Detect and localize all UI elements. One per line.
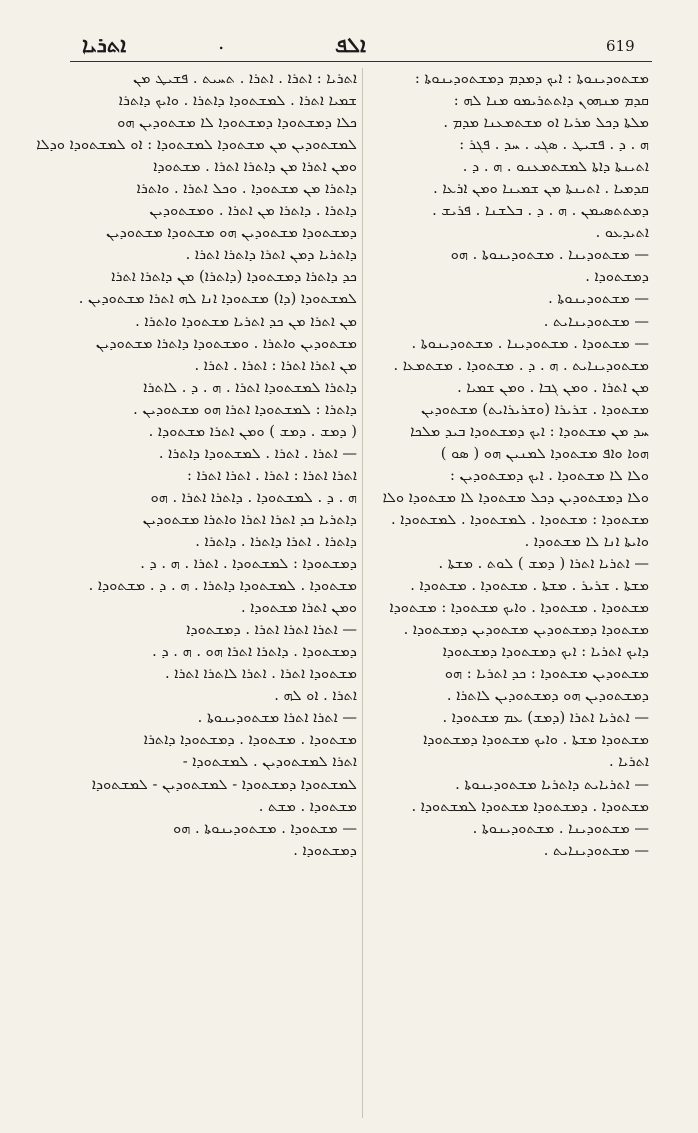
text-line: — ܡܫܬܘܕܝܢܐܝܬ . — [543, 312, 649, 330]
left-column — [36, 68, 357, 862]
text-line: ܕܐܬܪܝܐ ܟܕ ܐܬܪܐ ܐܬܪܐ ܘܐܬܪܐ ܡܫܬܘܕܝܢ — [142, 510, 357, 528]
text-line: ܕܡܫܬܘܕܐ ܡܫܬܘܕܝܢ ܗܘ ܡܫܬܘܕܐ ܡܫܬܘܕܝܢ — [106, 224, 357, 242]
text-line: ܡܢ ܐܬܪܐ . ܘܡܢ ܓܒܐ . ܘܡܢ ܫܡܝܐ . — [457, 378, 649, 396]
text-line: ܡܫܬܘܕܐ . ܠܡܫܬܘܕܐ ܕܐܬܪܐ . ܗ . ܕ . ܡܫܬܘܕܐ . — [88, 577, 357, 595]
text-line: ܚܕ ܡܢ ܡܫܬܘܕܐ : ܐܝܟ ܕܡܫܬܘܕܐ ܒܝܕ ܡܠܟܐ — [410, 422, 649, 440]
column-divider — [362, 68, 363, 1118]
text-line: ܘܡܢ ܐܬܪܐ ܡܫܬܘܕܐ . — [241, 599, 357, 617]
text-line: ܡܫܬܘܕܐ . ܕܡܫܬܘܕܐ ܡܫܬܘܕܐ ܠܡܫܬܘܕܐ . — [411, 797, 649, 815]
text-line: ܡܫܬܘܕܐ . ܡܫܬ . — [258, 797, 357, 815]
text-line: — ܐܬܪܝܐ ܐܬܪܐ ( ܕܡܫ ) ܠܘܬ . ܡܫܬܐ . — [438, 555, 649, 573]
text-line: — ܡܫܬܘܕܐ . ܡܫܬܘܕܝܢܐ . ܡܫܬܘܕܝܢܘܬܐ . — [411, 334, 649, 352]
text-line: ܐܬܪܐ ܠܡܫܬܘܕܝܢ . ܠܡܫܬܘܕܐ - — [182, 753, 357, 771]
text-line: ܕܡܫܬܘܕܝܢ ܗܘ ܕܡܫܬܘܕܝܢ ܠܐܬܪܐ . — [446, 687, 649, 705]
text-line: ܕܐܬܪܐ ܠܡܫܬܘܕܐ ܐܬܪܐ . ܗ . ܕ . ܠܐܬܪܐ — [143, 378, 357, 396]
text-line: ܡܫܬܘܕܝܢ ܡܫܬܘܕܐ : ܟܕ ܐܬܪܝܐ : ܗܘ — [444, 665, 649, 683]
text-line: ܡܫܬܘܕܝܢܐܝܬ . ܗ . ܕ . ܡܫܬܘܕܐ . ܡܫܬܡܥܐ . — [393, 356, 649, 374]
text-line: ܠܡܫܬܘܕܝܢ ܡܢ ܡܫܬܘܕܐ ܠܡܫܬܘܕܐ : ܐܘ ܠܡܫܬܘܕܐ ܘܕܠܐ — [36, 136, 357, 154]
right-column — [367, 68, 649, 862]
text-line: ܡܫܬܘܕܐ ܡܫܬܐ . ܘܐܝܟ ܡܫܬܘܕܐ ܕܡܫܬܘܕܐ — [423, 731, 649, 749]
text-line: ܕܡܫܬܘܕܐ : ܠܡܫܬܘܕܐ . ܐܬܪܐ . ܗ . ܕ . — [140, 555, 357, 573]
text-line: ܕܐܬܪܐ : ܠܡܫܬܘܕܐ ܐܬܪܐ ܗܘ ܡܫܬܘܕܝܢ . — [133, 400, 357, 418]
text-line: — ܐܬܪܝܐܝܬ ܕܐܬܪܝܐ ܡܫܬܘܕܝܢܘܬܐ . — [455, 775, 649, 793]
text-line: ܩܕܡ ܡܢܗܘܢ ܕܐܬܬܪܝܡܘ ܡܢܐ ܠܗ : — [453, 92, 649, 110]
text-line: ܘܡܢ ܐܬܪܐ ܡܢ ܕܐܬܪܐ ܐܬܪܐ . ܡܫܬܘܕܐ — [153, 158, 357, 176]
header-left-word: ܐܬܪܝܐ — [82, 32, 127, 57]
header-dot: . — [218, 30, 225, 54]
text-line: — ܡܫܬܘܕܝܢܐܝܬ . — [543, 841, 649, 859]
text-line: ܡܠܬܐ ܕܟܠ ܡܪܝܐ ܐܘ ܡܫܬܡܥܢܐ ܡܕܡ . — [443, 114, 649, 132]
text-line: — ܡܫܬܘܕܝܢܘܬܐ . — [548, 290, 649, 308]
text-line: — ܐܬܪܐ ܐܬܪܐ ܐܬܪܐ . ܕܡܫܬܘܕܐ — [186, 621, 357, 639]
header-center-word: ܐܠܦ — [335, 32, 366, 57]
text-line: ܕܐܝܟ ܐܬܪܝܐ : ܐܝܟ ܕܡܫܬܘܕܐ ܕܡܫܬܘܕܐ — [442, 643, 649, 661]
page-number: 619 — [606, 37, 635, 55]
text-line: ܐܬܪܐ ܐܬܪܐ : ܐܬܪܐ . ܐܬܪܐ ܐܬܪܐ : — [187, 466, 357, 484]
text-line: ܠܡܫܬܘܕܐ (ܕܐ) ܡܫܬܘܕܐ ܐܢܐ ܠܗ ܐܬܪܐ ܡܫܬܘܕܝܢ . — [78, 290, 357, 308]
text-line: ܐܬܪܝܐ . — [609, 753, 649, 771]
text-line: ܗܘܐ ܘܐܦ ܡܫܬܘܕܐ ܠܡܢܝܢ ܗܘ ( ܣܘ ) — [440, 444, 649, 462]
text-line: — ܡܫܬܘܕܝܢܐ . ܡܫܬܘܕܝܢܘܬܐ . — [472, 819, 649, 837]
text-line: ܩܕܡܝܐ . ܐܬܝܢܬܐ ܡܢ ܫܡܝܢܐ ܘܡܢ ܐܪܥܐ . — [433, 180, 649, 198]
text-line: ܡܫܬܘܕܐ ܕܡܫܬܘܕܝܢ ܡܫܬܘܕܝܢ ܕܡܫܬܘܕܐ . — [403, 621, 649, 639]
text-line: ܐܬܝܕܥܘ . — [595, 224, 649, 242]
text-line: — ܐܬܪܐ . ܐܬܪܐ . ܠܡܫܬܘܕܐ ܕܐܬܪܐ . — [158, 444, 357, 462]
text-line: ܘܠܐ ܠܐ ܡܫܬܘܕܐ . ܐܝܟ ܕܡܫܬܘܕܝܢ : — [449, 466, 649, 484]
text-line: ܡܫܬܘܕܝܢܘܬܐ : ܐܝܟ ܕܡܕܡ ܕܡܫܬܘܕܝܢܘܬܐ : — [414, 70, 649, 87]
text-line: ܡܫܬܘܕܐ : ܡܫܬܘܕܐ . ܠܡܫܬܘܕܐ . ܠܡܫܬܘܕܐ . — [391, 510, 649, 528]
text-line: ܟܠܐ ܕܡܫܬܘܕܐ ܕܡܫܬܘܕܐ ܠܐ ܡܫܬܘܕܝܢ ܗܘ — [117, 114, 357, 132]
text-line: ܡܫܬܘܕܐ . ܡܫܬܘܕܐ . ܘܐܝܟ ܡܫܬܘܕܐ : ܡܫܬܘܕܐ — [389, 599, 649, 617]
text-line: ܡܫܬܐ . ܫܪܝܪ . ܡܫܬܐ . ܡܫܬܘܕܐ . ܡܫܬܘܕܐ . — [410, 577, 649, 595]
text-line: ܕܐܬܪܝܐ ܕܡܢ ܐܬܪܐ ܕܐܬܪܐ ܐܬܪܐ . — [185, 246, 357, 264]
text-line: ܘܠܐ ܕܡܫܬܘܕܝܢ ܕܟܠ ܡܫܬܘܕܐ ܠܐ ܡܫܬܘܕܐ ܘܠܐ — [382, 488, 649, 506]
text-line: ܡܢ ܐܬܪܐ ܡܢ ܟܕ ܐܬܪܝܐ ܡܫܬܘܕܐ ܘܐܬܪܐ . — [135, 312, 357, 330]
text-line: ܕܡܬܬܣܝܡܢ . ܗ . ܕ . ܒܠܫܢܐ . ܦܪܝܫ . — [432, 202, 649, 220]
text-line: ܕܡܫܬܘܕܐ . — [585, 268, 649, 286]
text-line: ܐܬܝܢܬܐ ܕܐܬܐ ܠܡܫܬܡܥܢܘ . ܗ . ܕ . — [462, 158, 649, 176]
text-line: ܠܡܫܬܘܕܐ ܕܡܫܬܘܕܐ - ܠܡܫܬܘܕܝܢ - ܠܡܫܬܘܕܐ — [91, 775, 357, 793]
text-line: ( ܕܡܫ . ܕܡܫ ) ܘܡܢ ܐܬܪܐ ܡܫܬܘܕܐ . — [148, 422, 357, 440]
text-line: — ܐܬܪܐ ܐܬܪܐ ܡܫܬܘܕܝܢܘܬܐ . — [197, 709, 357, 727]
text-line: ܡܫܬܘܕܐ . ܡܫܬܘܕܐ . ܕܡܫܬܘܕܐ ܕܐܬܪܐ — [143, 731, 357, 749]
text-line: ܐܬܪܝܐ : ܐܬܪܐ . ܐܬܪܐ . ܬܚܝܬ . ܦܫܝܛ ܡܢ — [133, 70, 357, 87]
text-line: ܗ . ܕ . ܦܫܝܛ . ܣܓܝ . ܚܕ . ܦܓܪ : — [459, 136, 649, 154]
text-line: — ܡܫܬܘܕܝܢܐ . ܡܫܬܘܕܝܢܘܬܐ . ܗܘ — [450, 246, 649, 264]
text-line: ܡܫܬܘܕܐ ܐܬܪܐ . ܐܬܪܐ ܠܐܬܪܐ ܐܬܪܐ . — [164, 665, 357, 683]
text-line: ܟܕ ܕܐܬܪܐ ܕܡܫܬܘܕܐ (ܕܐܬܪܐ) ܡܢ ܕܐܬܪܐ ܐܬܪܐ — [111, 268, 357, 286]
text-line: — ܐܬܪܝܐ ܐܬܪܐ (ܕܡܫ) ܥܡ ܡܫܬܘܕܐ . — [442, 709, 649, 727]
text-line: ܕܐܬܪܐ . ܕܐܬܪܐ ܡܢ ܐܬܪܐ . ܘܡܫܬܘܕܝܢ — [149, 202, 357, 220]
text-line: ܐܬܪܐ . ܐܘ ܠܗ . — [274, 687, 357, 705]
text-line: ܕܡܫܬܘܕܐ . ܕܐܬܪܐ ܐܬܪܐ ܗܘ . ܗ . ܕ . — [152, 643, 357, 661]
text-line: ܕܐܬܪܐ ܡܢ ܡܫܬܘܕܐ . ܘܟܠ ܐܬܪܐ . ܘܐܬܪܐ — [136, 180, 357, 198]
text-line: ܫܡܝܐ ܐܬܪܐ . ܠܡܫܬܘܕܐ ܕܐܬܪܐ . ܘܐܝܟ ܕܐܬܪܐ — [118, 92, 357, 110]
text-line: ܘܐܝܬܐ ܐܢܐ ܠܐ ܡܫܬܘܕܐ . — [524, 532, 649, 550]
header-rule — [70, 61, 652, 62]
text-line: — ܡܫܬܘܕܐ . ܡܫܬܘܕܝܢܘܬܐ . ܗܘ — [173, 819, 357, 837]
text-line: ܡܢ ܐܬܪܐ ܐܬܪܐ : ܐܬܪܐ . ܐܬܪܐ . — [194, 356, 357, 374]
text-line: ܕܡܫܬܘܕܐ . — [293, 841, 357, 859]
text-line: ܡܫܬܘܕܝܢ ܘܐܬܪܐ . ܘܡܫܬܘܕܐ ܕܐܬܪܐ ܡܫܬܘܕܝܢ — [95, 334, 357, 352]
text-line: ܗ . ܕ . ܠܡܫܬܘܕܐ . ܕܐܬܪܐ ܐܬܪܐ . ܗܘ — [150, 488, 357, 506]
text-line: ܕܐܬܪܐ . ܐܬܪܐ ܕܐܬܪܐ . ܕܐܬܪܐ . — [195, 532, 357, 550]
text-line: ܡܫܬܘܕܐ . ܫܪܝܪܐ (ܘܫܪܝܪܐܝܬ) ܡܫܬܘܕܝܢ — [421, 400, 649, 418]
page-header — [0, 30, 698, 60]
